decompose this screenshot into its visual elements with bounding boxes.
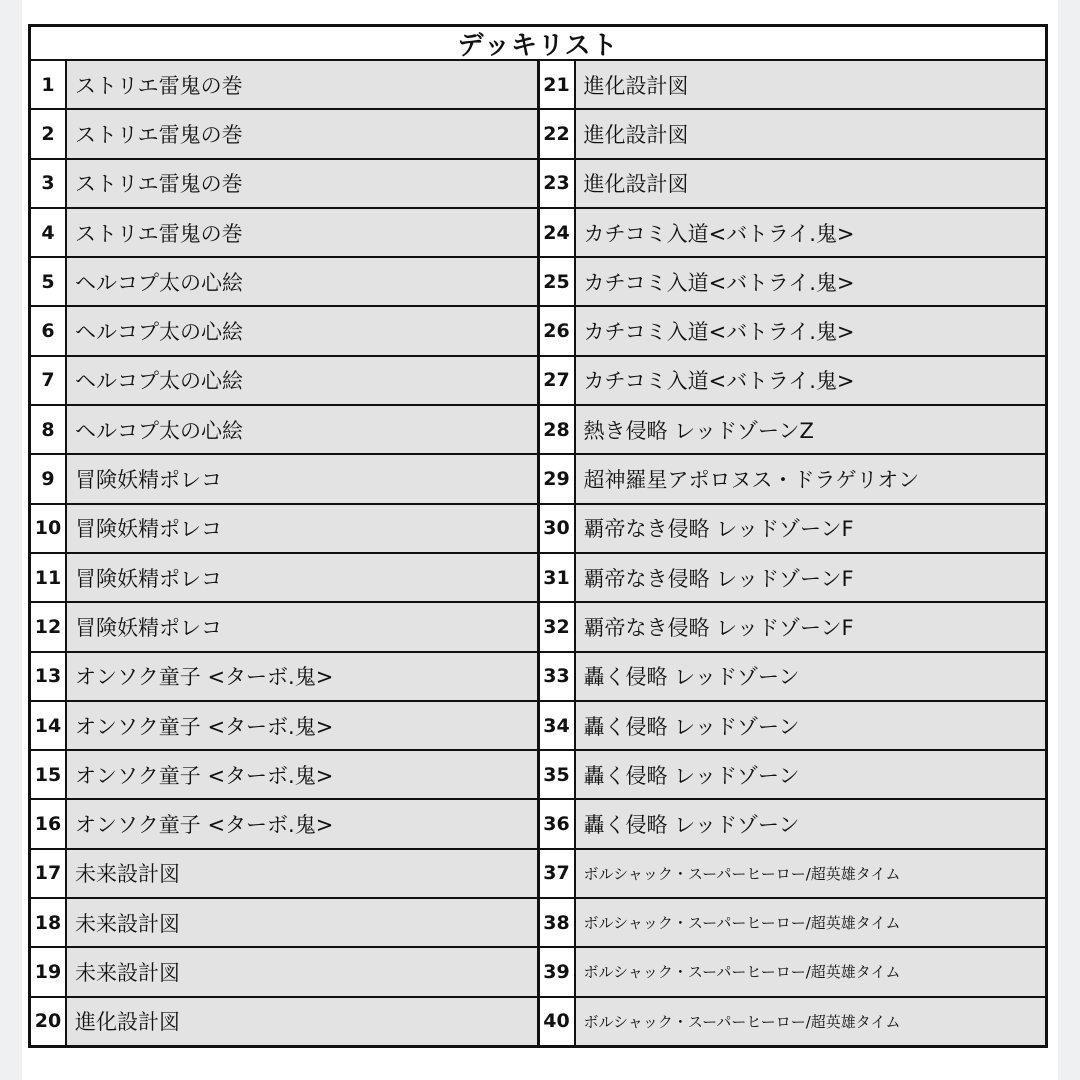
card-number: 32: [540, 603, 576, 650]
card-number: 17: [31, 850, 67, 897]
table-row: [540, 209, 1046, 258]
table-row: [31, 603, 537, 652]
table-row: [31, 307, 537, 356]
table-row: [540, 899, 1046, 948]
card-name: 冒険妖精ポレコ: [67, 505, 537, 552]
card-number: 24: [540, 209, 576, 256]
left-column: [31, 61, 540, 1045]
card-number: 7: [31, 357, 67, 404]
table-row: [31, 751, 537, 800]
card-name: 轟く侵略 レッドゾーン: [576, 702, 1046, 749]
card-name: 冒険妖精ポレコ: [67, 554, 537, 601]
table-row: [31, 357, 537, 406]
card-number: 35: [540, 751, 576, 798]
left-gutter: [0, 0, 22, 1080]
card-name: 覇帝なき侵略 レッドゾーンF: [576, 505, 1046, 552]
table-row: [31, 899, 537, 948]
table-row: [540, 603, 1046, 652]
card-number: 23: [540, 160, 576, 207]
card-name: 超神羅星アポロヌス・ドラゲリオン: [576, 455, 1046, 502]
table-row: [540, 948, 1046, 997]
card-name: ヘルコプ太の心絵: [67, 258, 537, 305]
card-name: オンソク童子 <ターボ.鬼>: [67, 702, 537, 749]
card-number: 11: [31, 554, 67, 601]
table-row: [31, 258, 537, 307]
table-title: デッキリスト: [31, 27, 1045, 61]
card-number: 38: [540, 899, 576, 946]
card-number: 12: [31, 603, 67, 650]
card-name: ストリエ雷鬼の巻: [67, 110, 537, 157]
card-number: 5: [31, 258, 67, 305]
table-row: [31, 455, 537, 504]
card-name: オンソク童子 <ターボ.鬼>: [67, 800, 537, 847]
card-number: 39: [540, 948, 576, 995]
table-row: [31, 160, 537, 209]
table-row: [31, 653, 537, 702]
card-name: 轟く侵略 レッドゾーン: [576, 751, 1046, 798]
card-number: 21: [540, 61, 576, 108]
card-number: 31: [540, 554, 576, 601]
card-name: 轟く侵略 レッドゾーン: [576, 653, 1046, 700]
table-row: [31, 800, 537, 849]
card-name: オンソク童子 <ターボ.鬼>: [67, 751, 537, 798]
card-name: オンソク童子 <ターボ.鬼>: [67, 653, 537, 700]
card-number: 1: [31, 61, 67, 108]
table-row: [540, 160, 1046, 209]
card-name: 進化設計図: [67, 998, 537, 1045]
table-row: [540, 751, 1046, 800]
table-row: [31, 998, 537, 1045]
card-name: 未来設計図: [67, 899, 537, 946]
card-number: 40: [540, 998, 576, 1045]
card-name: 進化設計図: [576, 61, 1046, 108]
card-name: ボルシャック・スーパーヒーロー/超英雄タイム: [576, 948, 1046, 995]
card-name: 進化設計図: [576, 110, 1046, 157]
table-row: [540, 110, 1046, 159]
card-name: 未来設計図: [67, 850, 537, 897]
card-name: ボルシャック・スーパーヒーロー/超英雄タイム: [576, 998, 1046, 1045]
card-number: 22: [540, 110, 576, 157]
table-row: [540, 653, 1046, 702]
card-name: ストリエ雷鬼の巻: [67, 61, 537, 108]
card-name: ストリエ雷鬼の巻: [67, 160, 537, 207]
card-name: カチコミ入道<バトライ.鬼>: [576, 357, 1046, 404]
card-name: ヘルコプ太の心絵: [67, 307, 537, 354]
table-row: [540, 258, 1046, 307]
card-name: ストリエ雷鬼の巻: [67, 209, 537, 256]
table-row: [31, 850, 537, 899]
card-name: 轟く侵略 レッドゾーン: [576, 800, 1046, 847]
table-row: [540, 505, 1046, 554]
table-row: [31, 702, 537, 751]
card-number: 33: [540, 653, 576, 700]
table-row: [31, 505, 537, 554]
table-row: [540, 850, 1046, 899]
card-number: 28: [540, 406, 576, 453]
table-row: [540, 455, 1046, 504]
card-number: 15: [31, 751, 67, 798]
card-name: ボルシャック・スーパーヒーロー/超英雄タイム: [576, 850, 1046, 897]
card-number: 18: [31, 899, 67, 946]
card-number: 19: [31, 948, 67, 995]
table-row: [31, 110, 537, 159]
card-number: 37: [540, 850, 576, 897]
card-name: 覇帝なき侵略 レッドゾーンF: [576, 603, 1046, 650]
table-row: [31, 406, 537, 455]
right-gutter: [1058, 0, 1080, 1080]
card-number: 2: [31, 110, 67, 157]
card-number: 3: [31, 160, 67, 207]
card-number: 26: [540, 307, 576, 354]
card-number: 10: [31, 505, 67, 552]
table-row: [540, 554, 1046, 603]
card-number: 34: [540, 702, 576, 749]
deck-list-table: [28, 24, 1048, 1048]
card-number: 25: [540, 258, 576, 305]
card-name: 冒険妖精ポレコ: [67, 603, 537, 650]
card-number: 14: [31, 702, 67, 749]
card-number: 36: [540, 800, 576, 847]
card-number: 13: [31, 653, 67, 700]
card-name: 進化設計図: [576, 160, 1046, 207]
table-body: [31, 61, 1045, 1045]
table-row: [540, 61, 1046, 110]
card-number: 20: [31, 998, 67, 1045]
card-name: 未来設計図: [67, 948, 537, 995]
card-name: 覇帝なき侵略 レッドゾーンF: [576, 554, 1046, 601]
card-number: 29: [540, 455, 576, 502]
card-name: 熱き侵略 レッドゾーンZ: [576, 406, 1046, 453]
card-number: 27: [540, 357, 576, 404]
card-number: 8: [31, 406, 67, 453]
table-row: [540, 307, 1046, 356]
right-column: [540, 61, 1046, 1045]
table-row: [31, 209, 537, 258]
table-row: [31, 554, 537, 603]
card-name: カチコミ入道<バトライ.鬼>: [576, 209, 1046, 256]
table-row: [540, 357, 1046, 406]
table-row: [540, 998, 1046, 1045]
card-name: ヘルコプ太の心絵: [67, 357, 537, 404]
card-number: 6: [31, 307, 67, 354]
card-name: 冒険妖精ポレコ: [67, 455, 537, 502]
card-number: 4: [31, 209, 67, 256]
table-row: [540, 406, 1046, 455]
card-name: カチコミ入道<バトライ.鬼>: [576, 258, 1046, 305]
card-name: ヘルコプ太の心絵: [67, 406, 537, 453]
table-row: [540, 702, 1046, 751]
card-name: カチコミ入道<バトライ.鬼>: [576, 307, 1046, 354]
card-name: ボルシャック・スーパーヒーロー/超英雄タイム: [576, 899, 1046, 946]
card-number: 16: [31, 800, 67, 847]
table-row: [540, 800, 1046, 849]
card-number: 9: [31, 455, 67, 502]
table-row: [31, 948, 537, 997]
table-row: [31, 61, 537, 110]
card-number: 30: [540, 505, 576, 552]
